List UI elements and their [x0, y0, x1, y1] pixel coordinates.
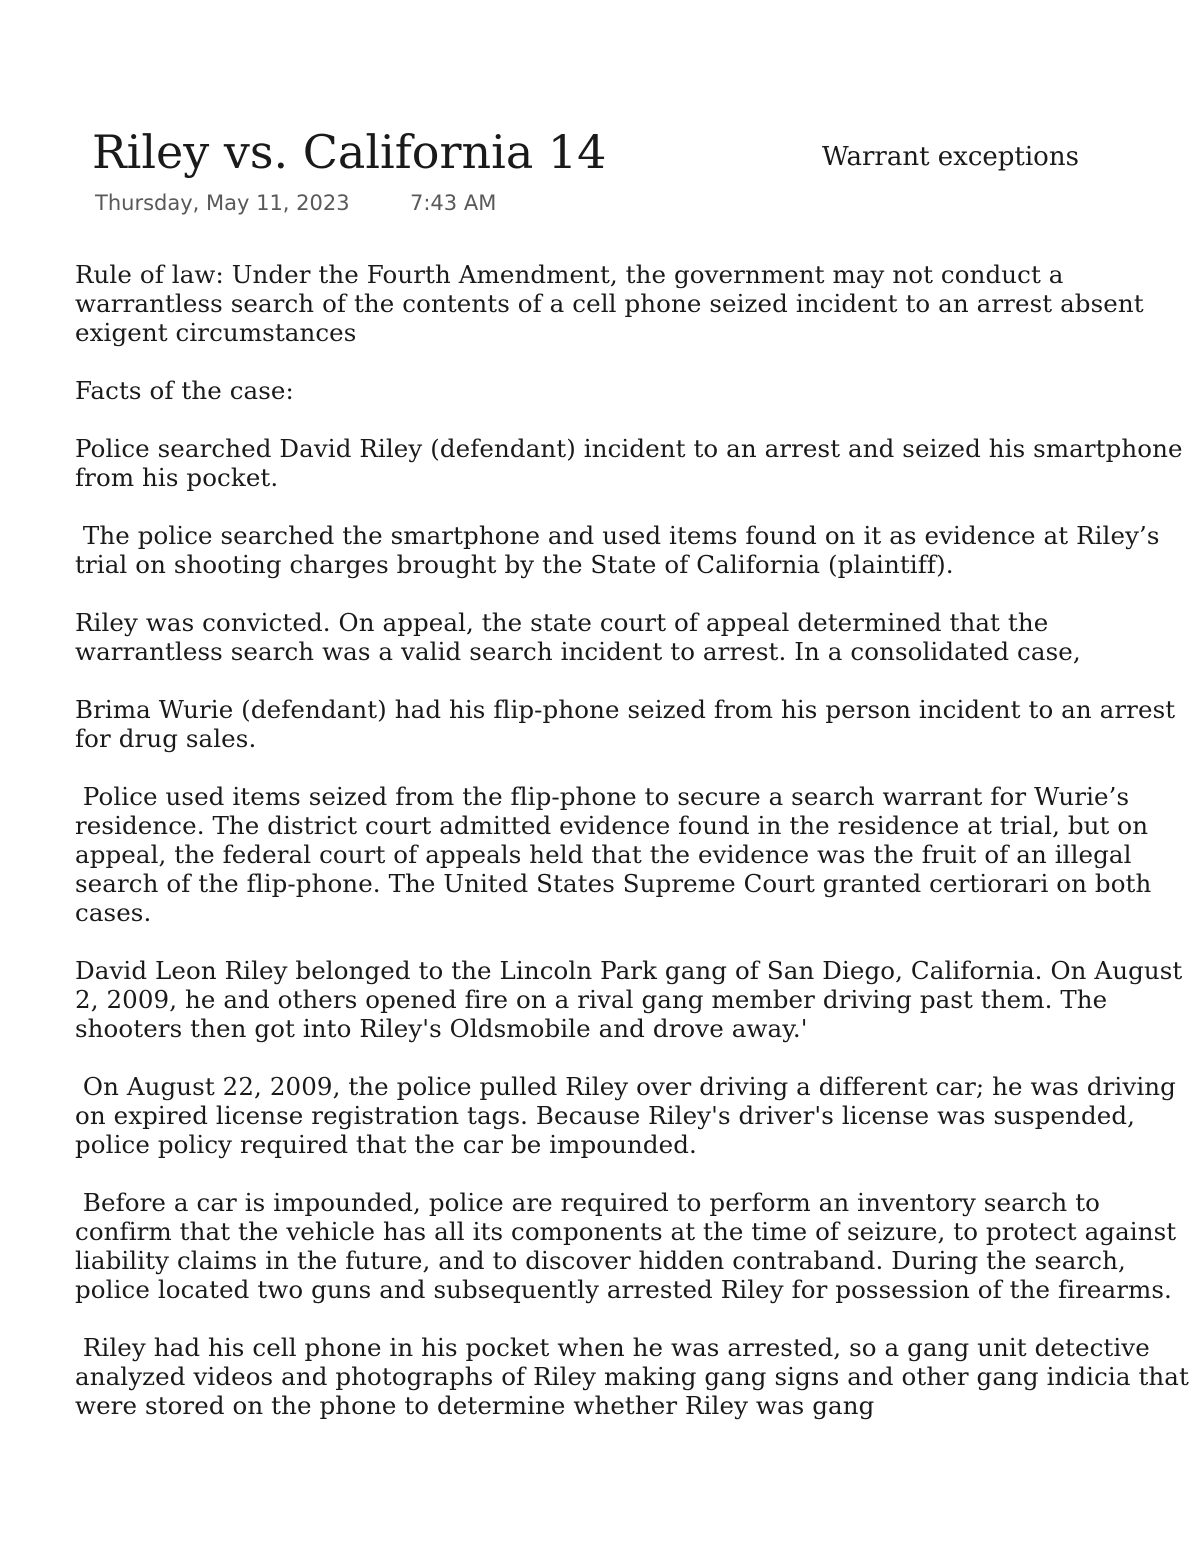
paragraph-facts-heading: Facts of the case: [75, 376, 294, 405]
paragraph: On August 22, 2009, the police pulled Riley over driving a different car; he was driving on expired license registration tags. Because Riley's driver's license was suspended, police policy required that the car be impounded. [75, 1072, 1184, 1159]
note-date: Thursday, May 11, 2023 [95, 191, 350, 215]
paragraph: Riley was convicted. On appeal, the state court of appeal determined that the warrantless search was a valid search incident to arrest. In a consolidated case, [75, 608, 1081, 666]
paragraph: Police used items seized from the flip-phone to secure a search warrant for Wurie’s residence. The district court admitted evidence found in the residence at trial, but on appeal, the federal court of appeals held that the evidence was the fruit of an illegal search of the flip-phone. The United States Supreme Court granted certiorari on both cases. [75, 782, 1160, 927]
paragraph: Riley had his cell phone in his pocket when he was arrested, so a gang unit detective analyzed videos and photographs of Riley making gang signs and other gang indicia that were stored on the phone to determine whether Riley was gang [75, 1333, 1197, 1420]
paragraph: Before a car is impounded, police are required to perform an inventory search to confirm that the vehicle has all its components at the time of seizure, to protect against liability claims in the future, and to discover hidden contraband. During the search, police located two guns and subsequently arrested Riley for possession of the firearms. [75, 1188, 1185, 1304]
paragraph: Brima Wurie (defendant) had his flip-phone seized from his person incident to an arrest for drug sales. [75, 695, 1184, 753]
note-body [75, 260, 1200, 1435]
paragraph: Police searched David Riley (defendant) incident to an arrest and seized his smartphone from his pocket. [75, 434, 1191, 492]
paragraph-rule-of-law: Rule of law: Under the Fourth Amendment, the government may not conduct a warrantless search of the contents of a cell phone seized incident to an arrest absent exigent circumstances [75, 260, 1152, 347]
paragraph: David Leon Riley belonged to the Lincoln Park gang of San Diego, California. On August 2, 2009, he and others opened fire on a rival gang member driving past them. The shooters then got into Riley's Oldsmobile and drove away.' [75, 956, 1191, 1043]
section-label: Warrant exceptions [822, 142, 1079, 172]
page-title: Riley vs. California 14 [92, 125, 607, 179]
paragraph: The police searched the smartphone and used items found on it as evidence at Riley’s trial on shooting charges brought by the State of California (plaintiff). [75, 521, 1168, 579]
note-time: 7:43 AM [410, 191, 497, 215]
